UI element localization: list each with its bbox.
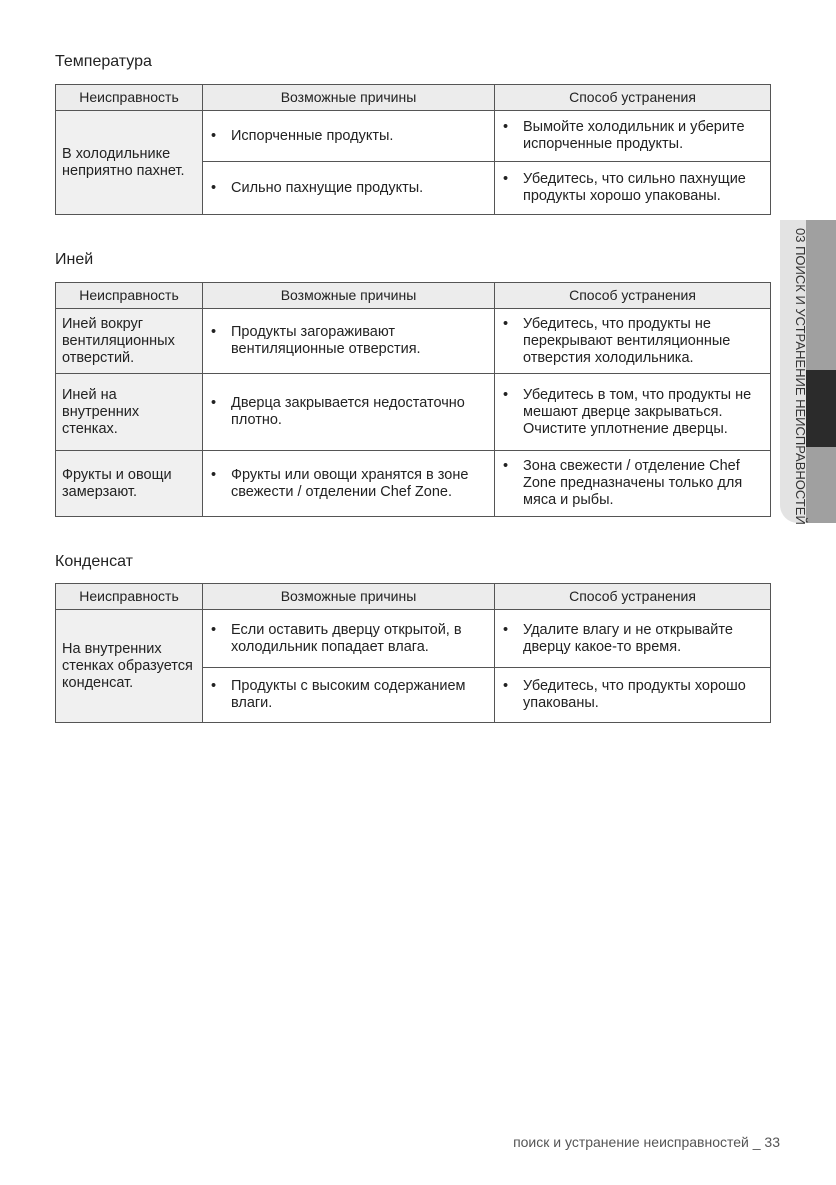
header-fault: Неисправность: [56, 85, 203, 111]
troubleshooting-table-condensation: [55, 583, 771, 723]
cause-cell: • Фрукты или овощи хранятся в зоне свежести / отделении Chef Zone.: [203, 451, 495, 517]
section-title-temperature: Температура: [55, 53, 152, 70]
header-causes: Возможные причины: [203, 85, 495, 111]
side-tab-chapter-label: 03 ПОИСК И УСТРАНЕНИЕ НЕИСПРАВНОСТЕЙ: [793, 228, 808, 525]
cause-cell: • Сильно пахнущие продукты.: [203, 162, 495, 215]
remedy-cell: • Удалите влагу и не открывайте дверцу какое-то время.: [495, 610, 771, 668]
remedy-cell: • Убедитесь, что сильно пахнущие продукты хорошо упакованы.: [495, 162, 771, 215]
cause-cell: • Испорченные продукты.: [203, 111, 495, 162]
fault-cell: Иней на внутренних стенках.: [56, 374, 203, 451]
remedy-cell: • Убедитесь, что продукты не перекрывают вентиляционные отверстия холодильника.: [495, 309, 771, 374]
header-remedy: Способ устранения: [495, 283, 771, 309]
page-footer: поиск и устранение неисправностей _ 33: [513, 1134, 780, 1150]
fault-cell: Иней вокруг вентиляционных отверстий.: [56, 309, 203, 374]
section-title-condensation: Конденсат: [55, 553, 133, 570]
cause-cell: • Продукты загораживают вентиляционные отверстия.: [203, 309, 495, 374]
side-tab-current-marker: [806, 370, 836, 447]
header-fault: Неисправность: [56, 584, 203, 610]
fault-cell: На внутренних стенках образуется конденсат.: [56, 610, 203, 723]
fault-cell: В холодильнике неприятно пахнет.: [56, 111, 203, 215]
cause-cell: • Дверца закрывается недостаточно плотно.: [203, 374, 495, 451]
remedy-cell: • Вымойте холодильник и уберите испорченные продукты.: [495, 111, 771, 162]
remedy-cell: • Убедитесь, что продукты хорошо упакованы.: [495, 668, 771, 723]
header-remedy: Способ устранения: [495, 584, 771, 610]
troubleshooting-table-frost: [55, 282, 771, 517]
remedy-cell: • Зона свежести / отделение Chef Zone предназначены только для мяса и рыбы.: [495, 451, 771, 517]
remedy-cell: • Убедитесь в том, что продукты не мешают дверце закрываться. Очистите уплотнение дверцы.: [495, 374, 771, 451]
header-remedy: Способ устранения: [495, 85, 771, 111]
section-title-frost: Иней: [55, 251, 94, 268]
cause-cell: • Продукты с высоким содержанием влаги.: [203, 668, 495, 723]
troubleshooting-table-temperature: [55, 84, 771, 215]
header-causes: Возможные причины: [203, 283, 495, 309]
cause-cell: • Если оставить дверцу открытой, в холодильник попадает влага.: [203, 610, 495, 668]
header-fault: Неисправность: [56, 283, 203, 309]
fault-cell: Фрукты и овощи замерзают.: [56, 451, 203, 517]
header-causes: Возможные причины: [203, 584, 495, 610]
